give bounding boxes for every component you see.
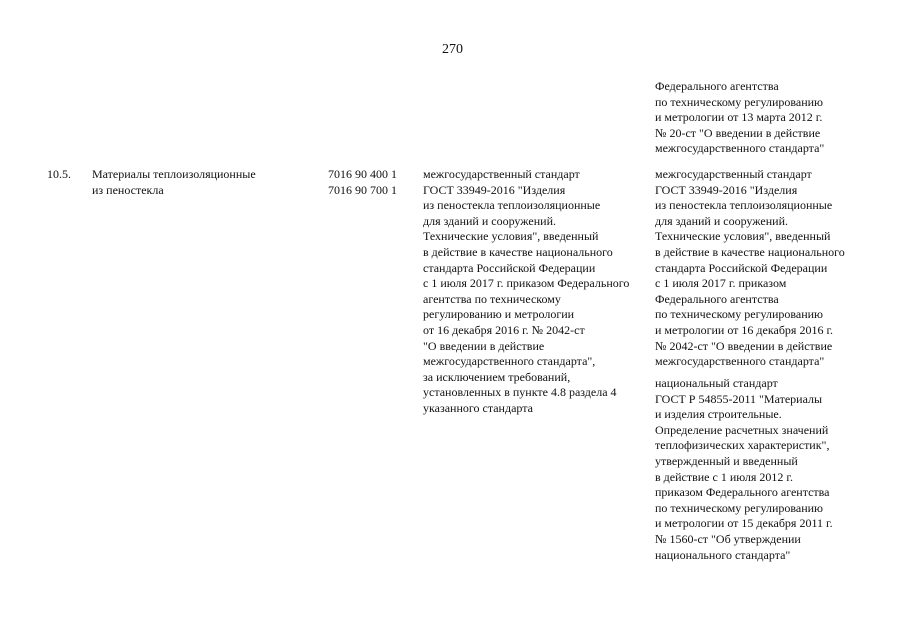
- text-line: по техническому регулированию: [655, 94, 824, 109]
- text-line: с 1 июля 2017 г. приказом Федерального: [423, 276, 630, 291]
- text-line: по техническому регулированию: [655, 500, 824, 515]
- text-line: Определение расчетных значений: [655, 422, 829, 437]
- text-line: № 1560-ст "Об утверждении: [655, 531, 801, 546]
- standard-requirements-cell: [423, 167, 629, 417]
- text-line: межгосударственный стандарт: [423, 167, 580, 181]
- text-line: Технические условия", введенный: [655, 229, 831, 244]
- text-line: Технические условия", введенный: [423, 229, 599, 244]
- text-line: межгосударственного стандарта": [655, 141, 825, 156]
- text-line: теплофизических характеристик",: [655, 438, 830, 453]
- text-line: межгосударственный стандарт: [655, 167, 812, 181]
- text-line: приказом Федерального агентства: [655, 485, 830, 500]
- text-line: для зданий и сооружений.: [655, 213, 788, 228]
- tn-ved-code-cell: [328, 167, 397, 198]
- row-number: 10.5.: [47, 167, 71, 181]
- text-line: Федерального агентства: [655, 79, 779, 93]
- tn-ved-code: 7016 90 700 1: [328, 182, 397, 197]
- text-line: для зданий и сооружений.: [423, 213, 556, 228]
- text-line: стандарта Российской Федерации: [423, 260, 596, 275]
- test-method-document-1: [655, 167, 845, 370]
- text-line: из пеностекла теплоизоляционные: [423, 198, 601, 213]
- text-line: и метрологии от 15 декабря 2011 г.: [655, 516, 833, 531]
- text-line: и метрологии от 16 декабря 2016 г.: [655, 322, 834, 337]
- text-line: за исключением требований,: [423, 369, 571, 384]
- text-line: по техническому регулированию: [655, 307, 824, 322]
- text-line: межгосударственного стандарта": [655, 354, 825, 369]
- page-number: 270: [442, 42, 463, 57]
- text-line: утвержденный и введенный: [655, 453, 798, 468]
- text-line: национального стандарта": [655, 547, 791, 562]
- product-name-line: из пеностекла: [92, 182, 164, 197]
- test-method-document-2: [655, 376, 833, 563]
- text-line: № 20-ст "О введении в действие: [655, 125, 821, 140]
- text-line: из пеностекла теплоизоляционные: [655, 198, 833, 213]
- text-line: указанного стандарта: [423, 400, 533, 415]
- text-line: ГОСТ Р 54855-2011 "Материалы: [655, 391, 823, 406]
- text-line: межгосударственного стандарта",: [423, 354, 596, 369]
- product-name-line: Материалы теплоизоляционные: [92, 167, 256, 181]
- row-number-cell: [47, 167, 71, 183]
- text-line: от 16 декабря 2016 г. № 2042-ст: [423, 322, 585, 337]
- text-line: и изделия строительные.: [655, 407, 782, 422]
- text-line: агентства по техническому: [423, 291, 561, 306]
- text-line: № 2042-ст "О введении в действие: [655, 338, 833, 353]
- text-line: установленных в пункте 4.8 раздела 4: [423, 385, 617, 400]
- text-line: в действие в качестве национального: [423, 244, 613, 259]
- text-line: в действие в качестве национального: [655, 244, 845, 259]
- product-name-cell: [92, 167, 256, 198]
- text-line: национальный стандарт: [655, 376, 778, 390]
- text-line: с 1 июля 2017 г. приказом: [655, 276, 787, 291]
- text-line: и метрологии от 13 марта 2012 г.: [655, 110, 823, 125]
- text-line: в действие с 1 июля 2012 г.: [655, 469, 793, 484]
- text-line: регулированию и метрологии: [423, 307, 575, 322]
- text-line: стандарта Российской Федерации: [655, 260, 828, 275]
- text-line: Федерального агентства: [655, 291, 779, 306]
- text-line: "О введении в действие: [423, 338, 545, 353]
- carryover-document-text: [655, 79, 824, 157]
- text-line: ГОСТ 33949-2016 "Изделия: [423, 182, 566, 197]
- tn-ved-code: 7016 90 400 1: [328, 167, 397, 181]
- text-line: ГОСТ 33949-2016 "Изделия: [655, 182, 798, 197]
